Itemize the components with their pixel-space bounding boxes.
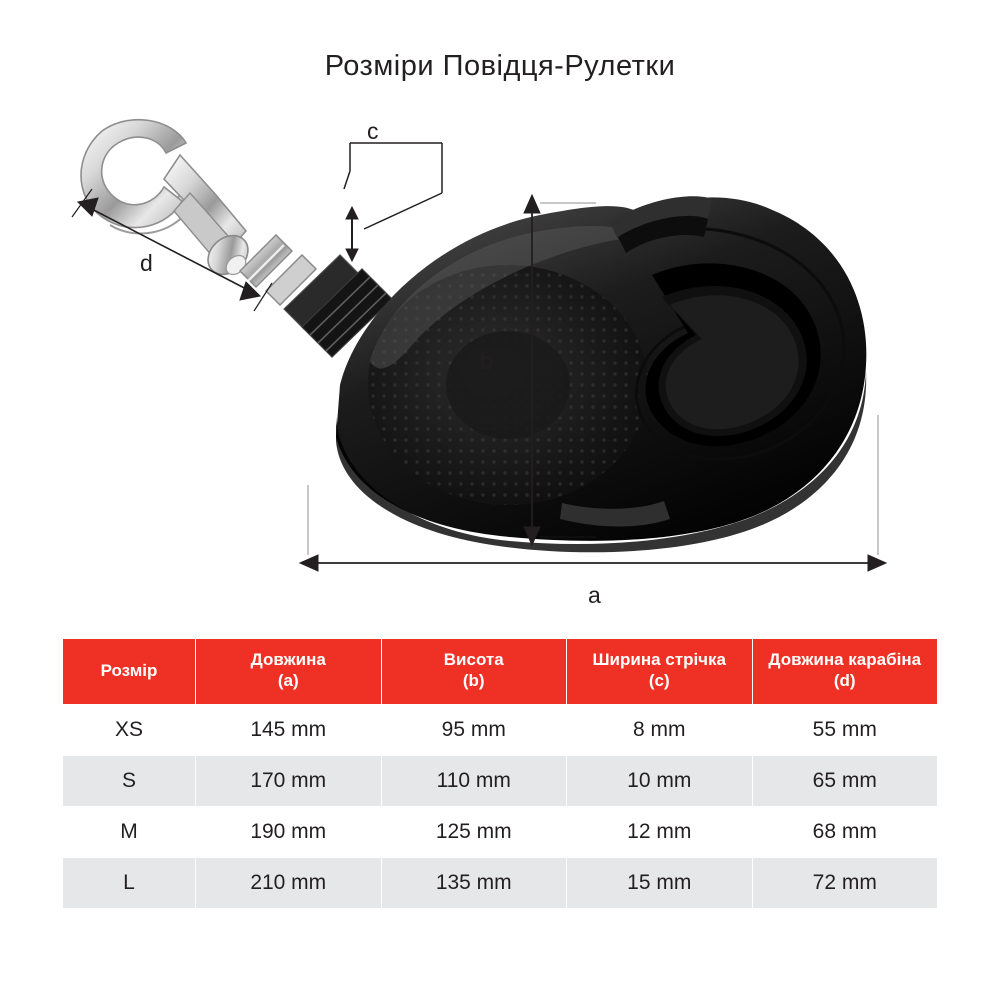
cell-size: XS <box>63 704 196 755</box>
header-size-line1: Розмір <box>100 660 158 680</box>
cell-length-a: 210 mm <box>196 857 382 908</box>
size-table <box>62 638 938 909</box>
cell-length-a: 190 mm <box>196 806 382 857</box>
table-row <box>63 704 938 755</box>
table-row <box>63 755 938 806</box>
header-length-a <box>196 639 382 705</box>
dimension-c <box>344 143 442 261</box>
size-table-head <box>63 639 938 705</box>
cell-size: S <box>63 755 196 806</box>
cell-size: L <box>63 857 196 908</box>
product-diagram <box>40 85 960 625</box>
cell-hook-length-d: 68 mm <box>752 806 938 857</box>
cell-height-b: 135 mm <box>381 857 567 908</box>
header-hook-length-d-line2: (d) <box>833 671 856 691</box>
cell-tape-width-c: 8 mm <box>567 704 753 755</box>
size-table-wrapper <box>62 638 938 909</box>
cell-height-b: 110 mm <box>381 755 567 806</box>
header-height-b <box>381 639 567 705</box>
header-length-a-line1: Довжина <box>250 650 326 669</box>
dimension-label-a: a <box>588 582 601 608</box>
cell-hook-length-d: 72 mm <box>752 857 938 908</box>
cell-length-a: 170 mm <box>196 755 382 806</box>
cell-tape-width-c: 15 mm <box>567 857 753 908</box>
header-tape-width-c-line2: (c) <box>648 671 670 691</box>
header-hook-length-d <box>752 639 938 705</box>
cell-height-b: 125 mm <box>381 806 567 857</box>
cell-tape-width-c: 12 mm <box>567 806 753 857</box>
leash-housing-graphic <box>336 196 866 552</box>
header-size <box>63 639 196 705</box>
table-row <box>63 857 938 908</box>
dimension-label-b: b <box>480 348 493 374</box>
header-tape-width-c-line1: Ширина стрічка <box>592 650 727 669</box>
page-title: Розміри Повідця-Рулетки <box>324 50 676 82</box>
header-hook-length-d-line1: Довжина карабіна <box>768 650 922 669</box>
retractable-leash-illustration <box>40 85 960 625</box>
cell-size: M <box>63 806 196 857</box>
dimension-label-d: d <box>140 250 153 276</box>
cell-height-b: 95 mm <box>381 704 567 755</box>
cell-hook-length-d: 65 mm <box>752 755 938 806</box>
carabiner-hook-graphic <box>81 120 316 305</box>
size-table-body <box>63 704 938 908</box>
cell-length-a: 145 mm <box>196 704 382 755</box>
dimension-label-c: c <box>367 118 379 144</box>
header-tape-width-c <box>567 639 753 705</box>
header-length-a-line2: (a) <box>277 671 299 691</box>
table-row <box>63 806 938 857</box>
cell-hook-length-d: 55 mm <box>752 704 938 755</box>
header-height-b-line1: Висота <box>443 650 504 669</box>
table-header-row <box>63 639 938 705</box>
header-height-b-line2: (b) <box>462 671 485 691</box>
cell-tape-width-c: 10 mm <box>567 755 753 806</box>
